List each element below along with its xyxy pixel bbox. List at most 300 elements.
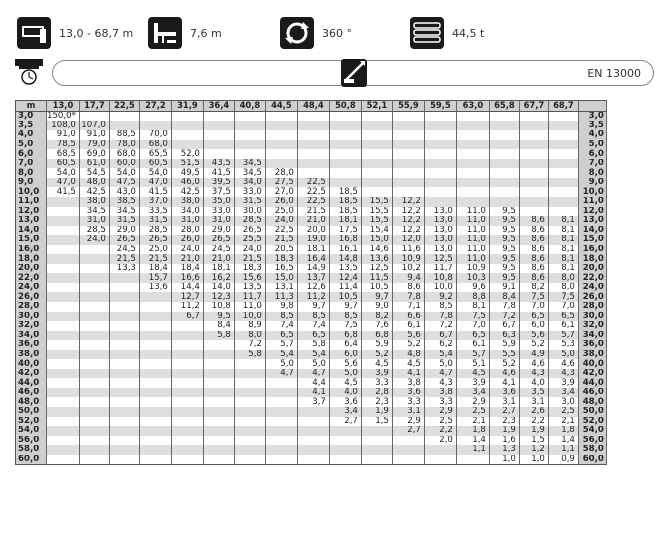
load-cell: 2,2: [424, 426, 456, 436]
load-cell: 24,0: [171, 245, 203, 255]
row-radius-right: 42,0: [578, 369, 606, 379]
load-cell: 1,3: [489, 445, 519, 455]
load-cell: [392, 187, 424, 197]
load-cell: 10,5: [329, 292, 361, 302]
table-row: [16, 321, 607, 331]
load-cell: 2,5: [424, 417, 456, 427]
load-cell: 24,0: [234, 245, 265, 255]
load-cell: 4,7: [265, 369, 297, 379]
load-cell: 15,4: [361, 226, 392, 236]
load-cell: 3,0: [548, 397, 578, 407]
load-cell: [361, 168, 392, 178]
load-cell: 4,5: [392, 359, 424, 369]
load-cell: 22,5: [297, 187, 329, 197]
row-radius-right: 26,0: [578, 292, 606, 302]
load-cell: [297, 445, 329, 455]
table-header-row: [16, 101, 607, 112]
load-cell: 11,2: [171, 302, 203, 312]
load-cell: [392, 149, 424, 159]
load-cell: [79, 254, 109, 264]
load-cell: 8,5: [265, 312, 297, 322]
load-cell: 14,6: [361, 245, 392, 255]
load-cell: [456, 197, 489, 207]
load-cell: [392, 436, 424, 446]
load-cell: 13,5: [234, 283, 265, 293]
load-cell: 21,5: [139, 254, 171, 264]
load-cell: 6,5: [548, 312, 578, 322]
row-radius: 38,0: [16, 350, 47, 360]
load-cell: 2,1: [456, 417, 489, 427]
load-cell: 3,9: [456, 378, 489, 388]
load-cell: [47, 331, 80, 341]
load-cell: 11,2: [297, 292, 329, 302]
load-cell: 15,5: [361, 216, 392, 226]
load-cell: 3,3: [361, 378, 392, 388]
load-cell: 4,9: [519, 350, 548, 360]
load-cell: 13,1: [265, 283, 297, 293]
load-cell: 4,3: [548, 369, 578, 379]
load-cell: [392, 168, 424, 178]
table-row: [16, 254, 607, 264]
crane-outline-icon: [341, 57, 367, 89]
load-cell: 29,0: [203, 226, 234, 236]
load-cell: [171, 436, 203, 446]
load-cell: 18,4: [171, 264, 203, 274]
load-cell: [489, 159, 519, 169]
load-cell: 6,3: [489, 331, 519, 341]
row-radius-right: 5,0: [578, 140, 606, 150]
load-cell: 28,5: [139, 226, 171, 236]
load-cell: 34,0: [171, 207, 203, 217]
load-cell: [139, 111, 171, 121]
row-radius-right: 4,0: [578, 130, 606, 140]
load-cell: 70,0: [139, 130, 171, 140]
load-cell: 7,8: [489, 302, 519, 312]
load-cell: 1,5: [519, 436, 548, 446]
load-cell: [203, 130, 234, 140]
load-cell: 1,2: [519, 445, 548, 455]
jib-value: 7,6 m: [190, 26, 222, 40]
row-radius: 14,0: [16, 226, 47, 236]
header-boom-length: 27,2: [139, 101, 171, 112]
spec-counterweight: [408, 14, 484, 52]
row-radius: 28,0: [16, 302, 47, 312]
load-cell: 1,6: [489, 436, 519, 446]
load-cell: 34,5: [234, 159, 265, 169]
row-radius: 11,0: [16, 197, 47, 207]
load-cell: 12,2: [392, 216, 424, 226]
load-cell: 15,0: [265, 273, 297, 283]
header-boom-length: 50,8: [329, 101, 361, 112]
load-cell: [171, 130, 203, 140]
load-cell: 9,5: [489, 245, 519, 255]
load-cell: [79, 331, 109, 341]
load-cell: 39,5: [203, 178, 234, 188]
load-cell: 4,7: [424, 369, 456, 379]
load-cell: [297, 407, 329, 417]
load-cell: [361, 140, 392, 150]
load-cell: 28,5: [79, 226, 109, 236]
load-cell: [47, 350, 80, 360]
load-cell: 4,1: [392, 369, 424, 379]
load-cell: 12,6: [297, 283, 329, 293]
load-cell: [139, 426, 171, 436]
load-cell: 8,6: [392, 283, 424, 293]
load-cell: [79, 264, 109, 274]
load-cell: 9,7: [329, 302, 361, 312]
table-row: [16, 207, 607, 217]
load-cell: 21,0: [203, 254, 234, 264]
load-cell: 8,1: [548, 254, 578, 264]
load-cell: 8,5: [329, 312, 361, 322]
row-radius: 44,0: [16, 378, 47, 388]
load-cell: [203, 369, 234, 379]
load-cell: 25,0: [139, 245, 171, 255]
table-row: [16, 292, 607, 302]
table-row: [16, 273, 607, 283]
load-cell: 22,5: [297, 197, 329, 207]
load-cell: 28,5: [234, 216, 265, 226]
load-cell: 27,0: [265, 187, 297, 197]
table-row: [16, 407, 607, 417]
load-cell: 3,6: [392, 388, 424, 398]
load-cell: [47, 264, 80, 274]
header-boom-length: 63,0: [456, 101, 489, 112]
load-cell: 42,5: [79, 187, 109, 197]
load-cell: 5,7: [265, 340, 297, 350]
load-cell: 10,0: [424, 283, 456, 293]
load-cell: 5,4: [265, 350, 297, 360]
slewing-value: 360 °: [322, 26, 352, 40]
row-radius-right: 50,0: [578, 407, 606, 417]
load-cell: 54,0: [47, 168, 80, 178]
load-cell: [139, 292, 171, 302]
load-cell: 54,5: [79, 168, 109, 178]
load-cell: 13,0: [424, 216, 456, 226]
load-cell: 78,5: [47, 140, 80, 150]
load-cell: 2,9: [424, 407, 456, 417]
load-cell: [109, 340, 139, 350]
load-cell: [171, 407, 203, 417]
load-cell: [329, 140, 361, 150]
load-cell: [548, 207, 578, 217]
load-cell: 8,9: [234, 321, 265, 331]
load-cell: 24,5: [203, 245, 234, 255]
load-cell: 41,5: [203, 168, 234, 178]
load-cell: [171, 455, 203, 465]
load-cell: 5,8: [203, 331, 234, 341]
load-cell: [361, 436, 392, 446]
load-cell: [109, 331, 139, 341]
load-cell: 8,6: [519, 254, 548, 264]
load-cell: [519, 197, 548, 207]
load-cell: 21,0: [297, 216, 329, 226]
load-cell: [548, 111, 578, 121]
load-cell: [79, 388, 109, 398]
load-cell: [79, 340, 109, 350]
load-cell: [234, 407, 265, 417]
table-row: [16, 264, 607, 274]
load-cell: [109, 121, 139, 131]
load-cell: 49,5: [171, 168, 203, 178]
row-radius: 60,0: [16, 455, 47, 465]
load-cell: 47,0: [47, 178, 80, 188]
load-cell: [203, 121, 234, 131]
load-cell: [392, 455, 424, 465]
load-cell: 7,2: [424, 321, 456, 331]
load-cell: 4,6: [489, 369, 519, 379]
row-radius-right: 9,0: [578, 178, 606, 188]
load-cell: 2,3: [489, 417, 519, 427]
load-cell: 3,1: [489, 397, 519, 407]
row-radius: 52,0: [16, 417, 47, 427]
load-cell: [139, 121, 171, 131]
load-cell: 31,0: [79, 216, 109, 226]
load-cell: [424, 455, 456, 465]
load-cell: [139, 302, 171, 312]
load-cell: [234, 445, 265, 455]
load-cell: 6,7: [489, 321, 519, 331]
load-cell: [139, 312, 171, 322]
load-cell: 12,0: [392, 235, 424, 245]
load-cell: 3,8: [392, 378, 424, 388]
load-cell: 18,1: [329, 216, 361, 226]
load-cell: 9,5: [489, 235, 519, 245]
load-cell: [47, 359, 80, 369]
load-cell: 4,6: [548, 359, 578, 369]
load-cell: [203, 111, 234, 121]
load-cell: 14,4: [171, 283, 203, 293]
load-cell: [548, 149, 578, 159]
load-cell: [329, 178, 361, 188]
load-cell: 13,6: [139, 283, 171, 293]
load-cell: [171, 445, 203, 455]
load-cell: 6,7: [171, 312, 203, 322]
load-cell: 9,5: [489, 273, 519, 283]
load-cell: [109, 312, 139, 322]
table-row: [16, 369, 607, 379]
load-cell: 18,1: [297, 245, 329, 255]
row-radius-right: 22,0: [578, 273, 606, 283]
row-radius-right: 3,5: [578, 121, 606, 131]
load-cell: [139, 388, 171, 398]
load-cell: 3,5: [519, 388, 548, 398]
load-cell: 21,5: [265, 235, 297, 245]
load-cell: [109, 292, 139, 302]
load-cell: [548, 121, 578, 131]
load-cell: [79, 436, 109, 446]
load-cell: 3,1: [392, 407, 424, 417]
load-cell: 108,0: [47, 121, 80, 131]
load-cell: 17,5: [329, 226, 361, 236]
load-cell: 12,3: [203, 292, 234, 302]
load-cell: 8,5: [424, 302, 456, 312]
row-radius-right: 11,0: [578, 197, 606, 207]
load-cell: 34,5: [234, 168, 265, 178]
load-cell: 16,8: [329, 235, 361, 245]
load-cell: 5,0: [548, 350, 578, 360]
load-cell: [139, 350, 171, 360]
load-cell: 5,0: [329, 369, 361, 379]
row-radius: 34,0: [16, 331, 47, 341]
row-radius: 7,0: [16, 159, 47, 169]
header-radius-m: m: [16, 101, 47, 112]
load-cell: 11,0: [456, 245, 489, 255]
load-cell: 1,8: [548, 426, 578, 436]
load-cell: 7,0: [456, 321, 489, 331]
row-radius: 9,0: [16, 178, 47, 188]
load-cell: [203, 455, 234, 465]
load-cell: [424, 140, 456, 150]
load-cell: [548, 140, 578, 150]
load-cell: [47, 226, 80, 236]
load-cell: 5,9: [361, 340, 392, 350]
load-cell: [489, 168, 519, 178]
load-cell: [109, 302, 139, 312]
load-cell: 24,5: [109, 245, 139, 255]
load-cell: 8,5: [297, 312, 329, 322]
load-cell: 1,9: [519, 426, 548, 436]
load-cell: [519, 207, 548, 217]
table-row: [16, 359, 607, 369]
load-cell: [234, 388, 265, 398]
row-radius-right: 40,0: [578, 359, 606, 369]
load-cell: [79, 302, 109, 312]
load-cell: 21,5: [297, 207, 329, 217]
load-cell: 26,5: [139, 235, 171, 245]
load-cell: [519, 121, 548, 131]
load-cell: [47, 283, 80, 293]
load-cell: [79, 369, 109, 379]
load-cell: [171, 331, 203, 341]
row-radius: 50,0: [16, 407, 47, 417]
load-cell: 34,0: [234, 178, 265, 188]
row-radius-right: 60,0: [578, 455, 606, 465]
load-cell: [109, 455, 139, 465]
load-cell: 18,5: [329, 207, 361, 217]
load-cell: [548, 159, 578, 169]
header-boom-length: 68,7: [548, 101, 578, 112]
load-cell: [203, 378, 234, 388]
table-row: [16, 130, 607, 140]
load-cell: 7,0: [519, 302, 548, 312]
load-cell: 24,0: [265, 216, 297, 226]
load-cell: [265, 159, 297, 169]
load-cell: [361, 159, 392, 169]
load-cell: [456, 168, 489, 178]
load-cell: 5,0: [424, 359, 456, 369]
load-cell: 3,4: [548, 388, 578, 398]
load-cell: 11,6: [392, 245, 424, 255]
load-cell: [109, 378, 139, 388]
load-cell: 5,3: [548, 340, 578, 350]
row-radius-right: 46,0: [578, 388, 606, 398]
load-cell: 5,2: [489, 359, 519, 369]
load-cell: 8,1: [548, 216, 578, 226]
load-cell: [392, 140, 424, 150]
load-cell: [47, 245, 80, 255]
load-cell: [329, 168, 361, 178]
row-radius: 22,0: [16, 273, 47, 283]
load-cell: 24,0: [79, 235, 109, 245]
load-cell: 14,8: [329, 254, 361, 264]
load-cell: [234, 455, 265, 465]
load-cell: [47, 254, 80, 264]
row-radius: 4,0: [16, 130, 47, 140]
load-cell: 14,9: [297, 264, 329, 274]
load-cell: [139, 455, 171, 465]
load-cell: [519, 140, 548, 150]
row-radius: 12,0: [16, 207, 47, 217]
row-radius-right: 3,0: [578, 111, 606, 121]
load-cell: [109, 407, 139, 417]
row-radius-right: 54,0: [578, 426, 606, 436]
load-cell: 2,2: [519, 417, 548, 427]
load-cell: [47, 369, 80, 379]
row-radius: 36,0: [16, 340, 47, 350]
load-cell: [79, 312, 109, 322]
load-cell: 26,0: [265, 197, 297, 207]
row-radius-right: 13,0: [578, 216, 606, 226]
row-radius: 54,0: [16, 426, 47, 436]
table-row: [16, 121, 607, 131]
load-cell: 91,0: [79, 130, 109, 140]
load-cell: 9,5: [489, 226, 519, 236]
load-cell: [47, 235, 80, 245]
load-cell: 1,1: [456, 445, 489, 455]
load-cell: [139, 378, 171, 388]
load-cell: [489, 197, 519, 207]
load-cell: [171, 121, 203, 131]
load-cell: 150,0*: [47, 111, 80, 121]
load-cell: 8,0: [548, 273, 578, 283]
load-cell: 13,0: [424, 245, 456, 255]
row-radius: 20,0: [16, 264, 47, 274]
load-cell: 79,0: [79, 140, 109, 150]
table-row: [16, 216, 607, 226]
load-cell: [203, 388, 234, 398]
table-row: [16, 178, 607, 188]
load-cell: [109, 359, 139, 369]
load-cell: 8,2: [519, 283, 548, 293]
row-radius: 15,0: [16, 235, 47, 245]
header-boom-length: 36,4: [203, 101, 234, 112]
load-cell: 5,7: [456, 350, 489, 360]
load-cell: [265, 378, 297, 388]
load-cell: [392, 159, 424, 169]
load-cell: 7,5: [519, 292, 548, 302]
load-cell: [361, 121, 392, 131]
load-cell: [456, 111, 489, 121]
header-boom-length: 13,0: [47, 101, 80, 112]
row-radius-right: 6,0: [578, 149, 606, 159]
load-cell: 3,8: [424, 388, 456, 398]
load-cell: [519, 168, 548, 178]
load-cell: 6,8: [361, 331, 392, 341]
row-radius-right: 52,0: [578, 417, 606, 427]
load-cell: [265, 388, 297, 398]
load-cell: 3,3: [392, 397, 424, 407]
load-cell: [109, 397, 139, 407]
load-cell: [203, 350, 234, 360]
load-cell: [109, 426, 139, 436]
load-cell: 5,8: [234, 350, 265, 360]
table-body: [16, 111, 607, 464]
load-cell: 6,1: [548, 321, 578, 331]
load-cell: [203, 407, 234, 417]
load-cell: 16,2: [203, 273, 234, 283]
load-cell: [456, 455, 489, 465]
